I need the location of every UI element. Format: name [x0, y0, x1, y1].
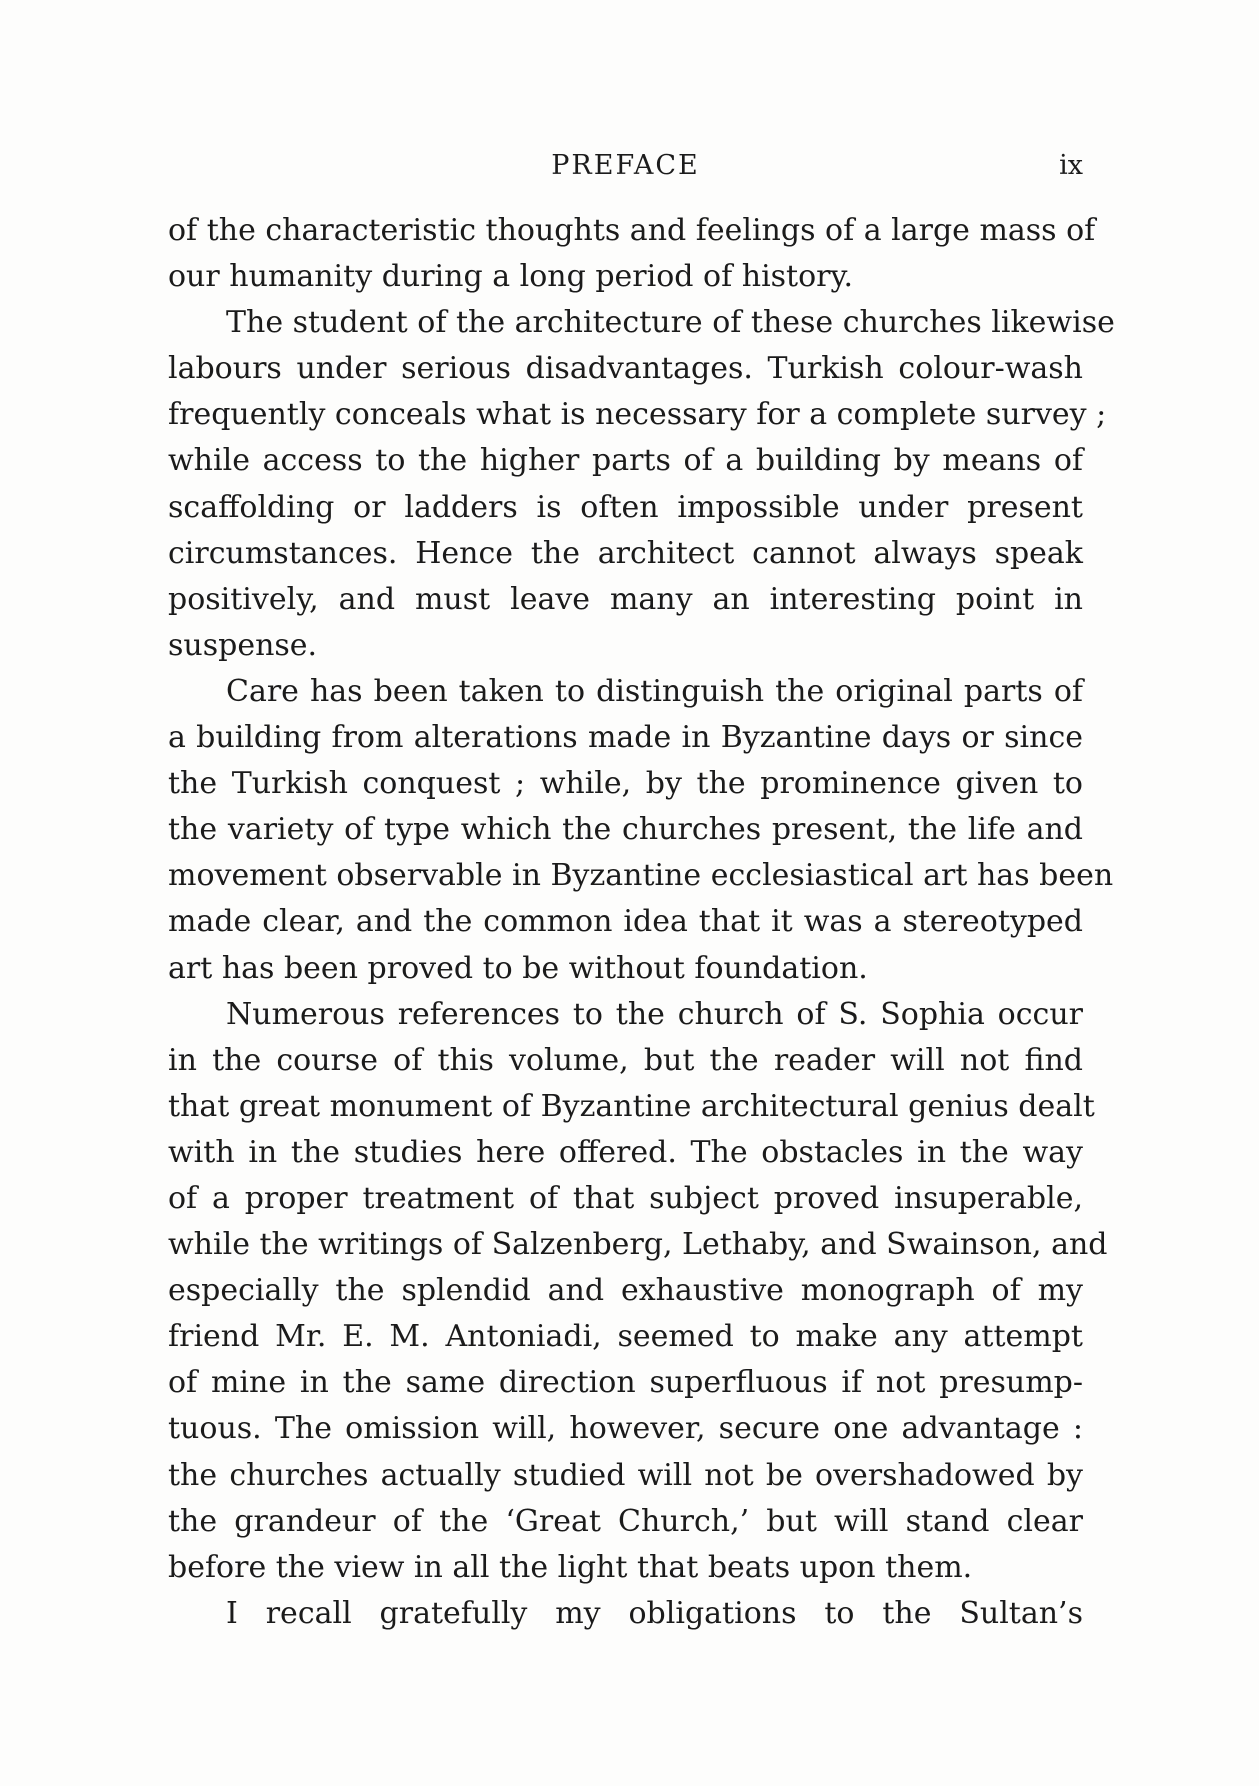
text-line: while the writings of Salzenberg, Lethaby, and Swainson, and — [168, 1227, 1108, 1263]
text-line: made clear, and the common idea that it was a stereotyped — [168, 904, 1083, 940]
text-line: circumstances. Hence the architect cannot always speak — [168, 535, 1083, 571]
paragraph — [168, 208, 1096, 300]
text-line: frequently conceals what is necessary for a complete survey ; — [168, 397, 1107, 433]
text-line: especially the splendid and exhaustive monograph of my — [168, 1273, 1083, 1309]
body-text — [168, 208, 1115, 1637]
text-line: I recall gratefully my obligations to the Sultan’s — [226, 1595, 1083, 1631]
paragraph — [168, 1591, 1083, 1637]
text-line: scaffolding or ladders is often impossible under present — [168, 489, 1083, 525]
text-line: friend Mr. E. M. Antoniadi, seemed to make any attempt — [168, 1319, 1083, 1355]
text-line: a building from alterations made in Byzantine days or since — [168, 720, 1083, 756]
text-line: in the course of this volume, but the reader will not find — [168, 1042, 1083, 1078]
text-line: suspense. — [168, 627, 318, 663]
text-line: before the view in all the light that beats upon them. — [168, 1549, 973, 1585]
running-head — [168, 150, 1083, 190]
text-line: the Turkish conquest ; while, by the prominence given to — [168, 766, 1083, 802]
text-line: of a proper treatment of that subject proved insuperable, — [168, 1180, 1083, 1216]
text-line: labours under serious disadvantages. Turkish colour-wash — [168, 351, 1083, 387]
paragraph — [168, 300, 1115, 669]
text-line: the churches actually studied will not be overshadowed by — [168, 1457, 1083, 1493]
text-line: our humanity during a long period of history. — [168, 259, 854, 295]
text-line: while access to the higher parts of a building by means of — [168, 443, 1083, 479]
running-title: PREFACE — [551, 150, 700, 181]
paragraph — [168, 669, 1114, 992]
text-line: tuous. The omission will, however, secure one advantage : — [168, 1411, 1083, 1447]
text-line: positively, and must leave many an interesting point in — [168, 581, 1083, 617]
text-line: the variety of type which the churches present, the life and — [168, 812, 1083, 848]
text-line: that great monument of Byzantine architectural genius dealt — [168, 1088, 1095, 1124]
text-line: art has been proved to be without foundation. — [168, 950, 868, 986]
text-line: The student of the architecture of these churches likewise — [226, 305, 1115, 341]
text-line: with in the studies here offered. The obstacles in the way — [168, 1134, 1083, 1170]
page-number: ix — [1059, 150, 1083, 181]
text-line: of mine in the same direction superfluous if not presump- — [168, 1365, 1083, 1401]
text-line: movement observable in Byzantine ecclesiastical art has been — [168, 858, 1114, 894]
text-line: Care has been taken to distinguish the original parts of — [226, 673, 1083, 709]
text-line: the grandeur of the ‘Great Church,’ but will stand clear — [168, 1503, 1083, 1539]
text-line: of the characteristic thoughts and feelings of a large mass of — [168, 213, 1096, 248]
paragraph — [168, 992, 1108, 1591]
text-line: Numerous references to the church of S. Sophia occur — [226, 996, 1083, 1032]
